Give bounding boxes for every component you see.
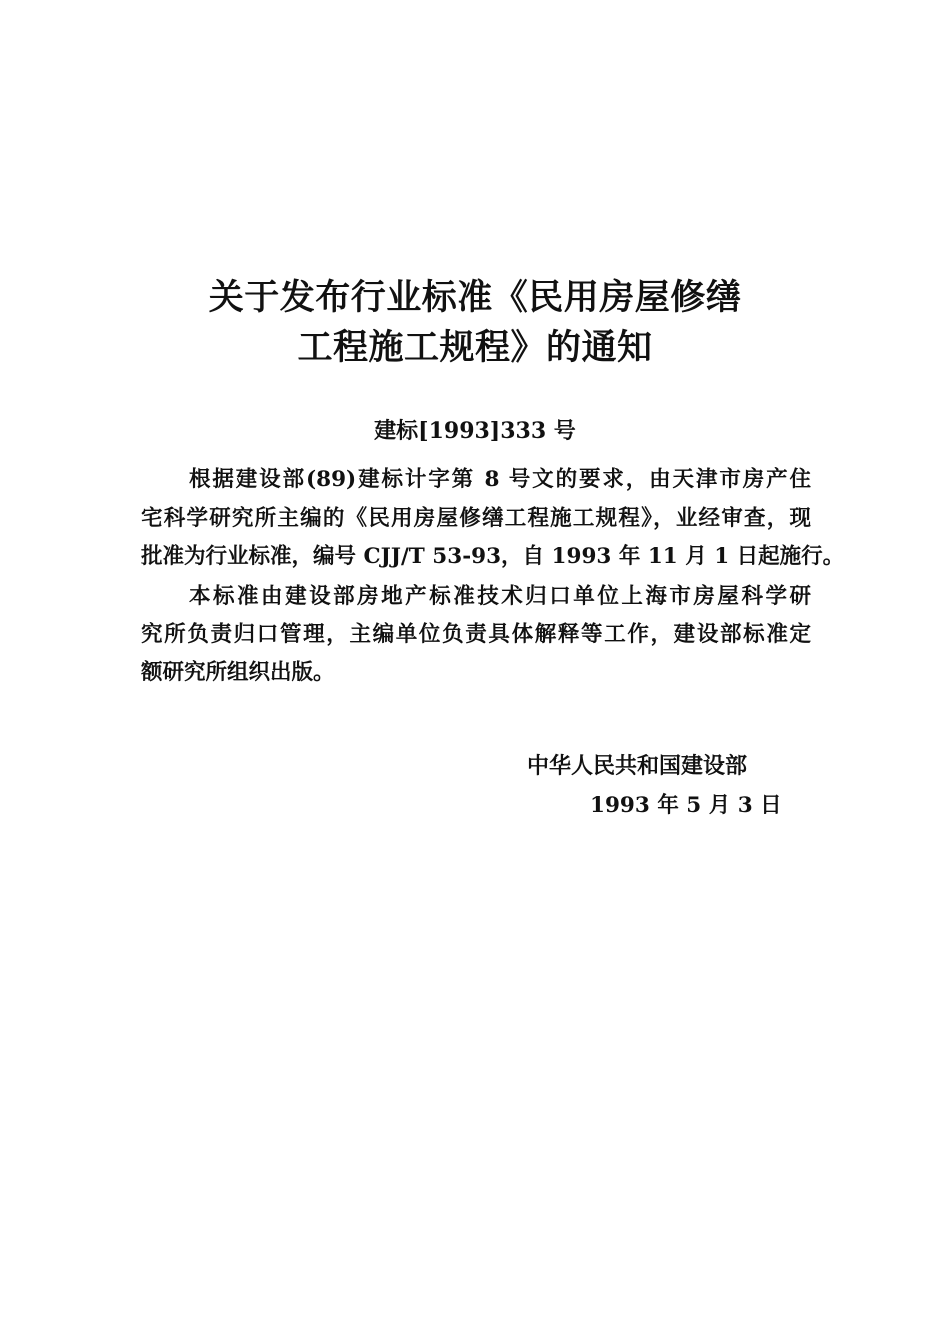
notice-title-line-1: 关于发布行业标准《民用房屋修缮	[208, 277, 742, 318]
notice-title-line-2: 工程施工规程》的通知	[297, 327, 653, 368]
body-line: 宅科学研究所主编的《民用房屋修缮工程施工规程》，业经审查，现	[141, 506, 811, 531]
body-line: 额研究所组织出版。	[141, 660, 335, 685]
document-number: 建标[1993]333 号	[374, 418, 576, 444]
issuer-signature: 中华人民共和国建设部	[527, 753, 748, 779]
body-line: 根据建设部(89)建标计字第 8 号文的要求，由天津市房产住	[189, 467, 811, 492]
body-line: 批准为行业标准，编号 CJJ/T 53-93，自 1993 年 11 月 1 日起施行。	[141, 544, 845, 569]
issue-date: 1993 年 5 月 3 日	[590, 793, 782, 818]
body-line: 本标准由建设部房地产标准技术归口单位上海市房屋科学研	[189, 584, 811, 609]
body-line: 究所负责归口管理，主编单位负责具体解释等工作，建设部标准定	[141, 622, 811, 647]
